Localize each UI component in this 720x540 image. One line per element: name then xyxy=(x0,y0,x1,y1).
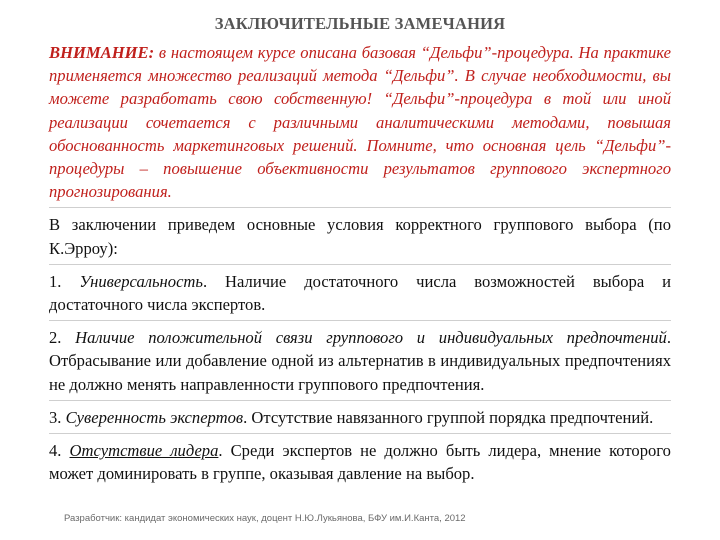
separator xyxy=(49,320,671,321)
condition-number: 3. xyxy=(49,407,62,427)
condition-term: Суверенность экспертов xyxy=(65,407,244,427)
condition-item-4 xyxy=(49,439,671,485)
attention-lead: ВНИМАНИЕ: xyxy=(49,43,155,62)
separator xyxy=(49,400,671,401)
condition-item-3 xyxy=(49,406,671,429)
separator xyxy=(49,433,671,434)
footer-credit: Разработчик: кандидат экономических наук, доцент Н.Ю.Лукьянова, БФУ им.И.Канта, 2012 xyxy=(64,513,466,524)
attention-text: в настоящем курсе описана базовая “Дельфи”-процедура. На практике применяется множество реализаций метода “Дельфи”. В случае необходимости, вы можете разработать свою собственную! “Дельфи”-процедура в той или иной реализации сочетается с различными аналитическими методами, повышая обоснованность маркетинговых решений. Помните, что основная цель “Дельфи”-процедуры – повышение объективности результатов группового экспертного прогнозирования. xyxy=(49,43,671,202)
condition-text: . Отбрасывание или добавление одной из альтернатив в индивидуальных предпочтениях не должно менять направленности группового предпочтения. xyxy=(49,328,671,394)
intro-paragraph: В заключении приведем основные условия корректного группового выбора (по К.Эрроу): xyxy=(49,215,671,258)
attention-note xyxy=(49,41,671,203)
condition-text: . Среди экспертов не должно быть лидера, мнение которого может доминировать в группе, оказывая давление на выбор. xyxy=(49,441,671,484)
page-title: ЗАКЛЮЧИТЕЛЬНЫЕ ЗАМЕЧАНИЯ xyxy=(214,14,506,33)
condition-number: 1. xyxy=(49,271,62,291)
condition-text: . Отсутствие навязанного группой порядка предпочтений. xyxy=(243,407,654,427)
condition-item-2 xyxy=(49,326,671,396)
condition-item-1 xyxy=(49,270,671,316)
condition-number: 4. xyxy=(49,441,62,461)
separator xyxy=(49,207,671,208)
condition-term: Отсутствие лидера xyxy=(69,441,219,461)
condition-number: 2. xyxy=(49,328,62,348)
separator xyxy=(49,264,671,265)
condition-term: Универсальность xyxy=(79,271,203,291)
condition-text: . Наличие достаточного числа возможностей выбора и достаточного числа экспертов. xyxy=(49,271,671,315)
condition-term: Наличие положительной связи группового и индивидуальных предпочтений xyxy=(75,328,667,348)
main-content xyxy=(49,41,671,485)
